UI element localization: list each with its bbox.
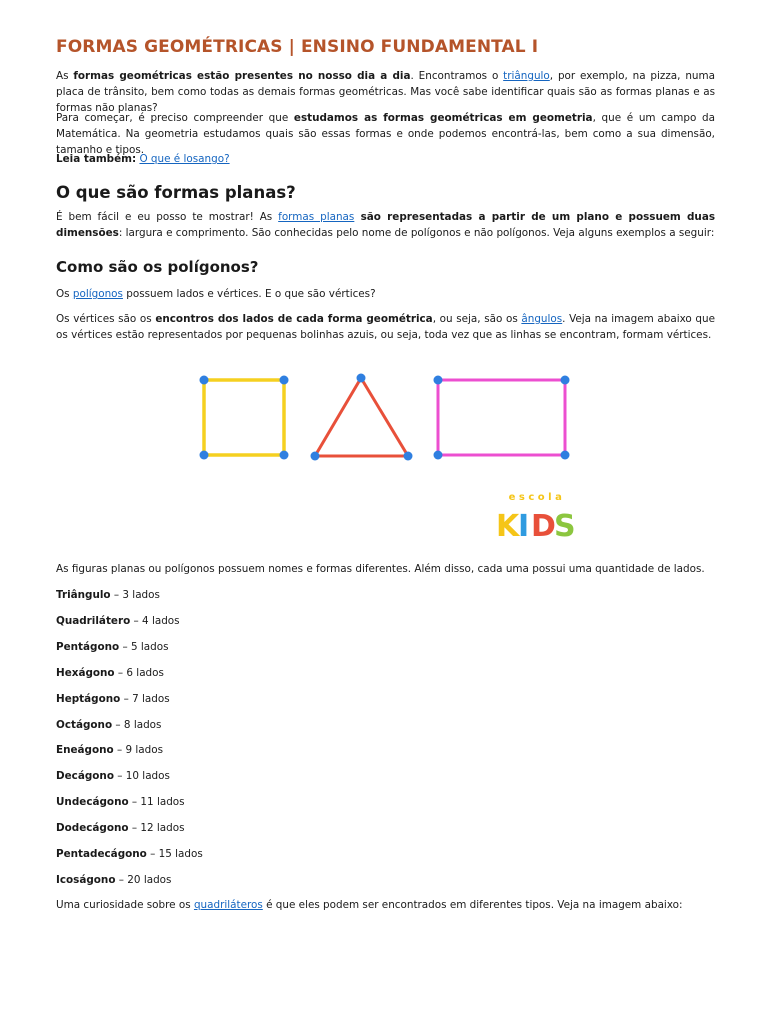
polygon-sides: 8 lados: [123, 718, 162, 731]
dash: –: [113, 744, 126, 757]
polygon-name: Eneágono: [56, 744, 114, 757]
heading-formas-planas: O que são formas planas?: [56, 183, 296, 202]
text: Os vértices são os: [56, 313, 156, 325]
text: As: [56, 70, 74, 82]
polygon-sides: 6 lados: [126, 666, 164, 679]
polygon-sides: 4 lados: [142, 614, 180, 627]
vertex-dot: [200, 451, 209, 460]
poligonos-paragraph-1: [56, 286, 715, 302]
polygon-name: Icoságono: [56, 873, 116, 886]
link-formas-planas[interactable]: formas planas: [278, 211, 355, 223]
planas-paragraph: [56, 209, 715, 241]
polygon-list-item: [56, 742, 163, 758]
text: é que eles podem ser encontrados em diferentes tipos. Veja na imagem abaixo:: [262, 899, 683, 911]
polygon-list-item: [56, 820, 185, 836]
polygon-name: Undecágono: [56, 796, 129, 809]
dash: –: [146, 848, 159, 860]
rectangle-shape: [438, 380, 565, 455]
text: Uma curiosidade sobre os: [56, 899, 194, 911]
vertex-dot: [200, 376, 209, 385]
polygon-sides: 10 lados: [125, 770, 170, 783]
dash: –: [113, 770, 126, 783]
polygon-list-item: [56, 768, 170, 784]
square-shape: [204, 380, 284, 455]
polygon-list-item: [56, 872, 171, 888]
polygon-list-item: [56, 691, 170, 707]
polygon-list-item: [56, 665, 164, 681]
link-triangulo[interactable]: triângulo: [503, 70, 550, 82]
vertex-dot: [561, 376, 570, 385]
intro-paragraph-1: [56, 68, 715, 116]
polygon-name: Triângulo: [56, 589, 111, 601]
logo-letter: K: [496, 509, 520, 540]
leia-tambem: [56, 151, 715, 167]
bold-text: são representadas a partir de um plano e possuem duas dimensões: [56, 211, 716, 239]
link-quadrilateros[interactable]: quadriláteros: [193, 899, 263, 911]
polygon-list-item: [56, 587, 160, 603]
text: , por exemplo, na pizza, numa placa de trânsito, bem como todas as demais formas geométricas. Mas você sabe identificar quais são as formas planas e as formas não planas?: [56, 70, 715, 114]
leia-label: Leia também:: [56, 153, 137, 165]
text: possuem lados e vértices. E o que são vértices?: [122, 288, 376, 300]
dash: –: [120, 692, 133, 705]
polygon-sides: 12 lados: [140, 822, 185, 835]
text: . Encontramos o: [410, 70, 504, 82]
dash: –: [110, 589, 123, 601]
poligonos-paragraph-2: [56, 311, 715, 343]
dash: –: [114, 666, 127, 679]
final-paragraph: [56, 897, 715, 913]
text: , ou seja, são os: [432, 313, 522, 325]
polygon-name: Dodecágono: [56, 822, 129, 835]
polygon-list-item: [56, 846, 203, 862]
triangle-shape: [315, 378, 408, 456]
vertex-dot: [561, 451, 570, 460]
polygon-sides: 20 lados: [127, 873, 172, 886]
text: . Veja na imagem abaixo que os vértices estão representados por pequenas bolinhas azuis, ou seja, toda vez que as linhas se encontram, formam vértices.: [56, 313, 715, 341]
logo-letter: I: [518, 509, 530, 540]
polygon-list-item: [56, 717, 161, 733]
dash: –: [115, 873, 128, 886]
polygon-sides: 5 lados: [130, 640, 169, 653]
polygon-vertices-figure: [190, 366, 582, 470]
polygon-name: Octágono: [56, 718, 113, 731]
vertex-dot: [404, 452, 413, 461]
logo-main-text: [496, 509, 576, 540]
polygon-sides: 15 lados: [158, 848, 203, 860]
polygon-sides: 9 lados: [125, 744, 164, 757]
text: É bem fácil e eu posso te mostrar! As: [56, 211, 279, 223]
vertex-dot: [280, 376, 289, 385]
vertex-dot: [357, 374, 366, 383]
heading-poligonos: Como são os polígonos?: [56, 258, 259, 276]
polygon-sides: 3 lados: [122, 589, 160, 601]
bold-text: encontros dos lados de cada forma geométrica: [155, 313, 433, 325]
list-intro: As figuras planas ou polígonos possuem nomes e formas diferentes. Além disso, cada uma possui uma quantidade de lados.: [56, 563, 705, 575]
dash: –: [119, 640, 131, 653]
logo-top-text: escola: [508, 492, 566, 503]
text: : largura e comprimento. São conhecidas pelo nome de polígonos e não polígonos. Veja alguns exemplos a seguir:: [118, 227, 715, 239]
logo-letter: D: [531, 509, 556, 540]
dash: –: [128, 796, 141, 809]
link-poligonos[interactable]: polígonos: [72, 288, 123, 300]
bold-text: formas geométricas estão presentes no nosso dia a dia: [73, 70, 411, 82]
polygon-name: Quadrilátero: [56, 614, 131, 627]
polygon-sides: 7 lados: [132, 692, 170, 705]
polygon-list-item: [56, 639, 169, 655]
dash: –: [130, 614, 143, 627]
dash: –: [128, 822, 141, 835]
text: , que é um campo da Matemática. Na geometria estudamos quais são essas formas e onde podemos encontrá-las, bem como a sua dimensão, tamanho e tipos.: [56, 112, 716, 156]
text: Para começar, é preciso compreender que: [56, 112, 294, 124]
polygon-sides: 11 lados: [140, 796, 185, 809]
vertex-dot: [434, 451, 443, 460]
polygon-name: Pentadecágono: [56, 848, 147, 860]
polygon-list-item: [56, 613, 180, 629]
dash: –: [112, 718, 124, 731]
page-title: FORMAS GEOMÉTRICAS | ENSINO FUNDAMENTAL I: [56, 37, 539, 57]
link-losango[interactable]: O que é losango?: [139, 153, 230, 165]
link-angulos[interactable]: ângulos: [521, 313, 563, 325]
text: Os: [56, 288, 73, 300]
vertex-dot: [434, 376, 443, 385]
logo-letter: S: [554, 509, 576, 540]
polygon-name: Pentágono: [56, 640, 120, 653]
polygon-name: Decágono: [56, 770, 114, 783]
polygon-name: Hexágono: [56, 666, 115, 679]
polygon-name: Heptágono: [56, 692, 121, 705]
vertex-dot: [311, 452, 320, 461]
bold-text: estudamos as formas geométricas em geometria: [293, 112, 593, 124]
escola-kids-logo: [494, 488, 580, 540]
polygon-list-item: [56, 794, 185, 810]
vertex-dot: [280, 451, 289, 460]
